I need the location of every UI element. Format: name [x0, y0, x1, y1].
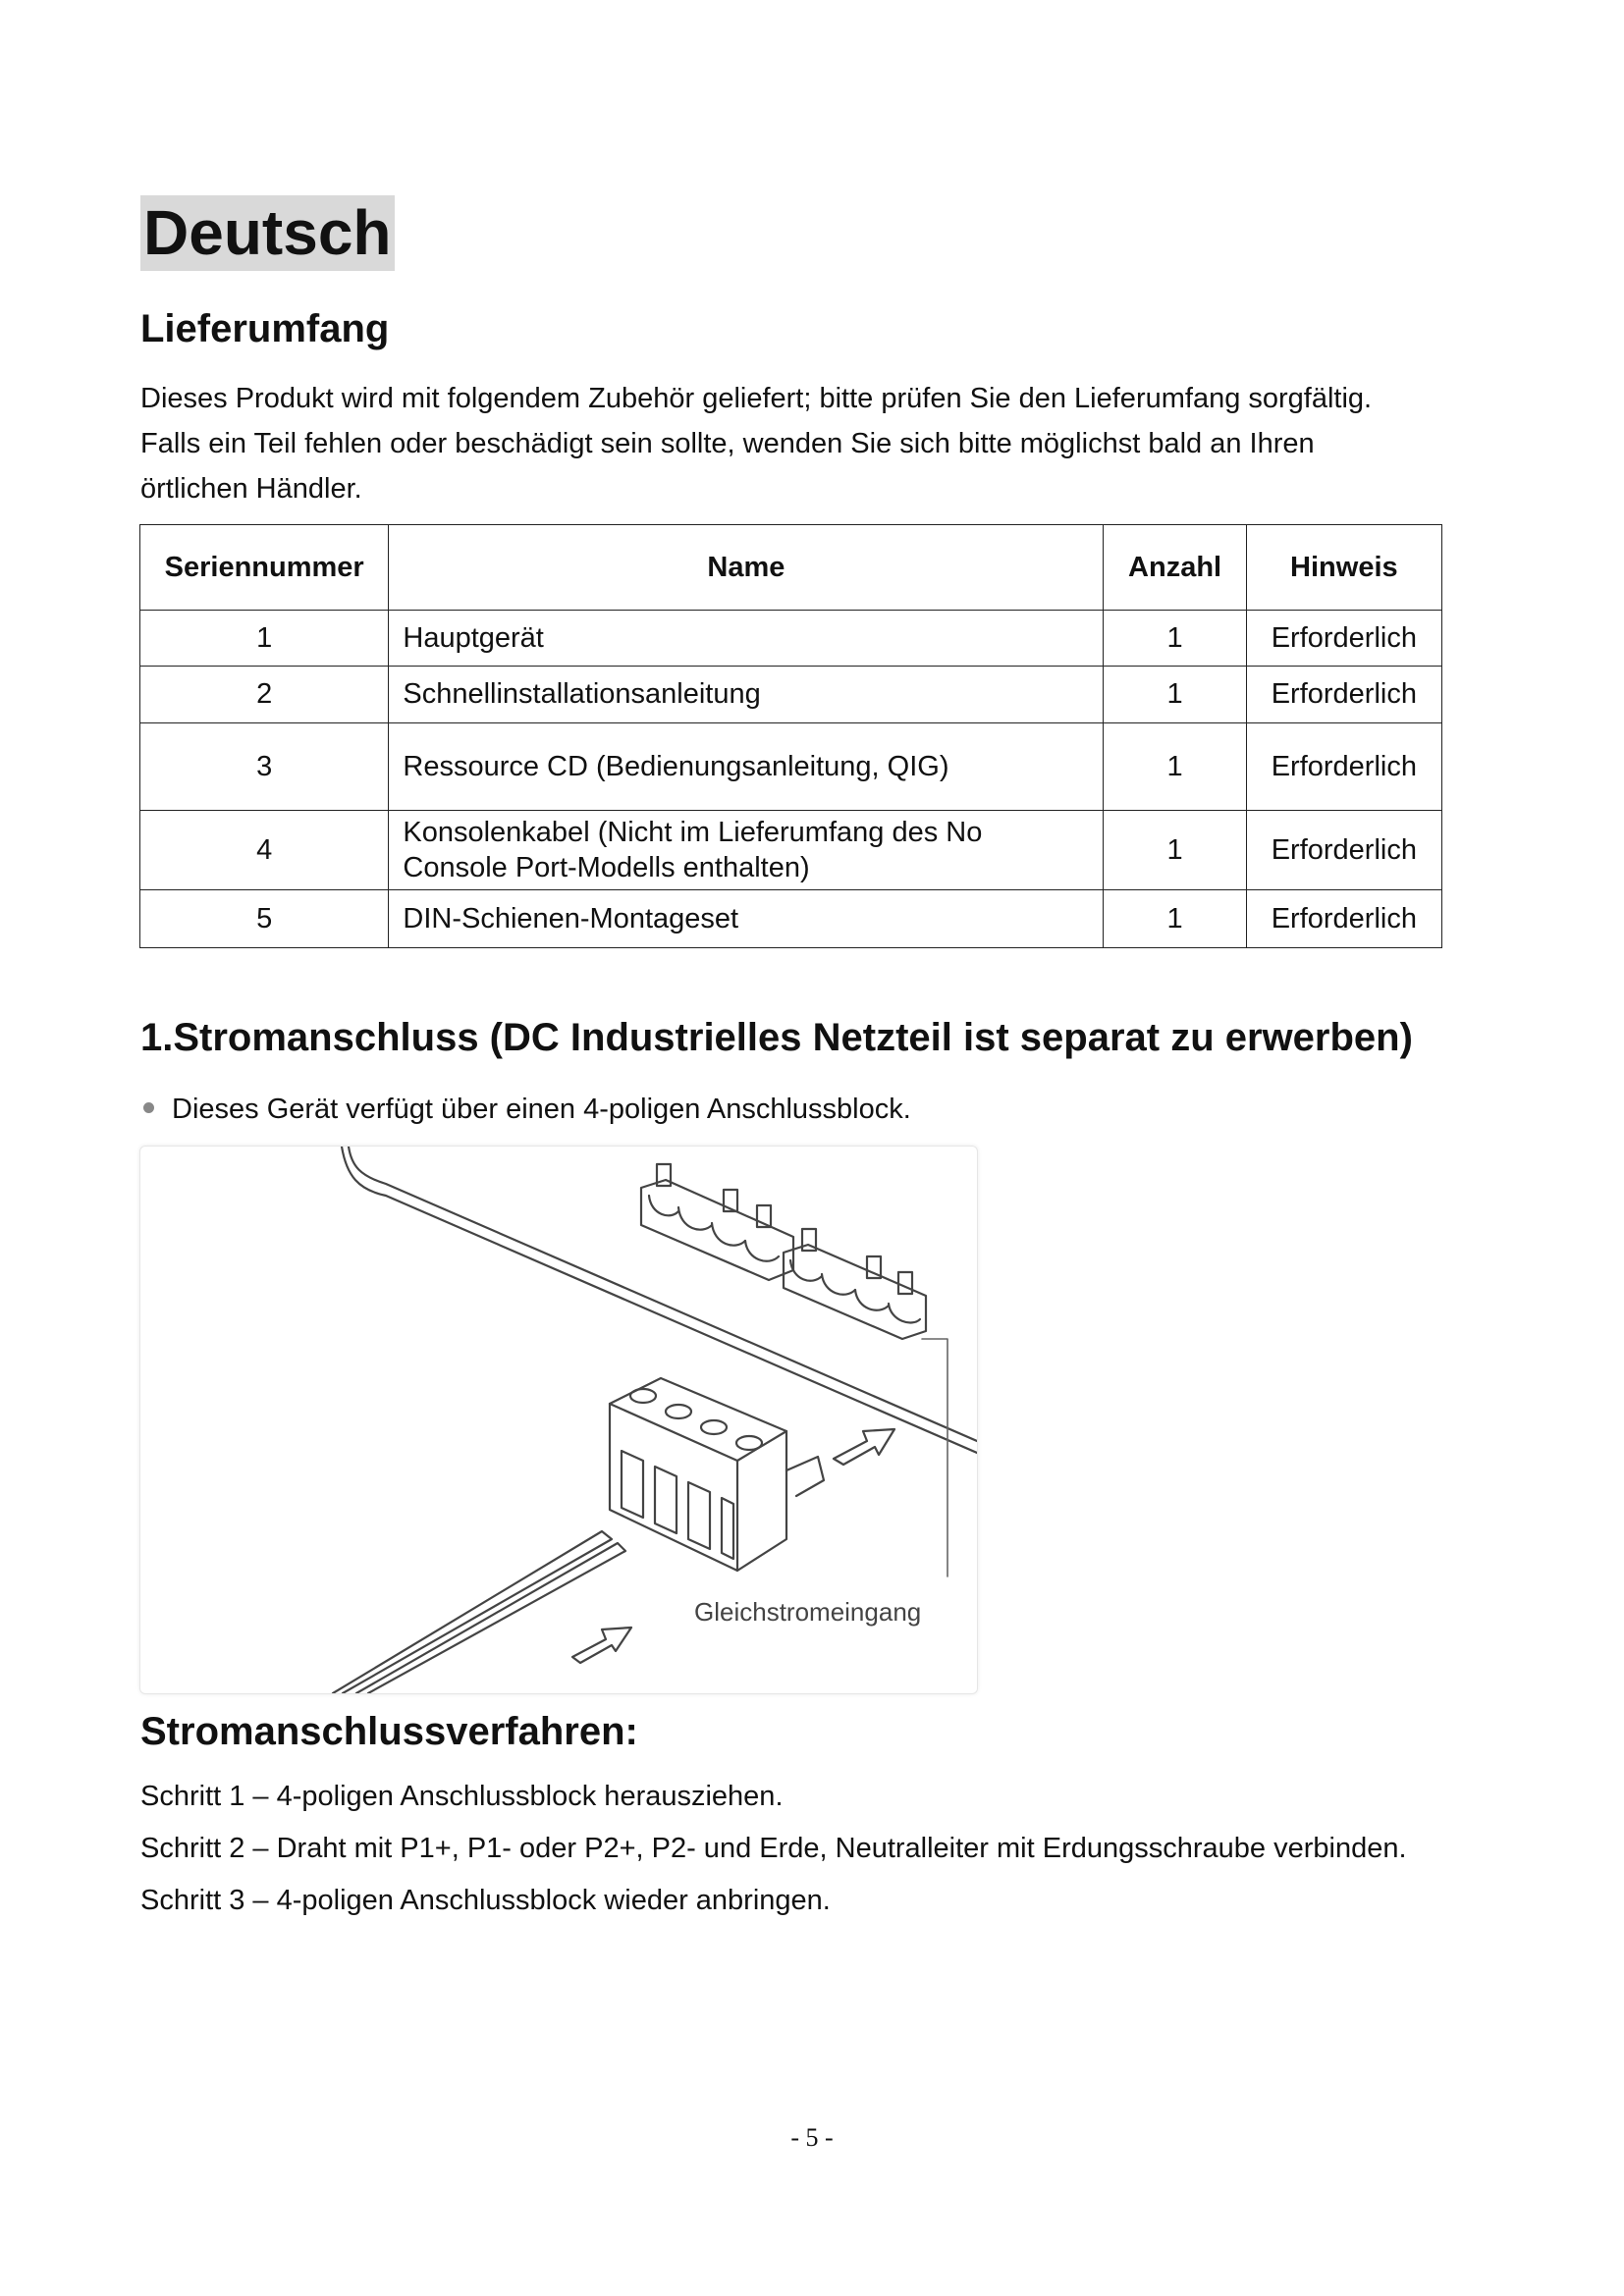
header-note: Hinweis — [1246, 525, 1441, 611]
table-row — [140, 667, 1442, 723]
cell-quantity: 1 — [1104, 723, 1246, 811]
cell-name: Hauptgerät — [389, 611, 1104, 667]
header-name: Name — [389, 525, 1104, 611]
step-item: Schritt 2 – Draht mit P1+, P1- oder P2+, P2- und Erde, Neutralleiter mit Erdungsschraube verbinden. — [140, 1833, 1407, 1864]
page-number: - 5 - — [790, 2123, 834, 2152]
cell-note: Erforderlich — [1246, 723, 1441, 811]
intro-line: Falls ein Teil fehlen oder beschädigt sein sollte, wenden Sie sich bitte möglichst bald an Ihren — [140, 428, 1315, 459]
table-header-row — [140, 525, 1442, 611]
intro-line: Dieses Produkt wird mit folgendem Zubehör geliefert; bitte prüfen Sie den Lieferumfang sorgfältig. — [140, 383, 1373, 414]
cell-quantity: 1 — [1104, 811, 1246, 890]
cell-note: Erforderlich — [1246, 890, 1441, 948]
header-quantity: Anzahl — [1104, 525, 1246, 611]
table-row — [140, 890, 1442, 948]
device-socket-right — [784, 1229, 926, 1339]
device-socket-left — [641, 1164, 793, 1280]
procedure-heading: Stromanschlussverfahren: — [140, 1710, 638, 1753]
cell-name: Ressource CD (Bedienungsanleitung, QIG) — [389, 723, 1104, 811]
cell-serial: 2 — [140, 667, 389, 723]
cell-serial: 4 — [140, 811, 389, 890]
cell-quantity: 1 — [1104, 611, 1246, 667]
procedure-steps — [140, 1779, 1407, 1935]
header-serial: Seriennummer — [140, 525, 389, 611]
terminal-block-illustration — [139, 1146, 978, 1694]
terminal-block-plug — [610, 1378, 824, 1571]
table-row — [140, 723, 1442, 811]
cell-name-line: Console Port-Modells enthalten) — [403, 852, 810, 883]
table-row — [140, 811, 1442, 890]
table-row — [140, 611, 1442, 667]
bullet-text: Dieses Gerät verfügt über einen 4-poligen Anschlussblock. — [172, 1094, 911, 1125]
intro-line: örtlichen Händler. — [140, 473, 362, 505]
cell-note: Erforderlich — [1246, 811, 1441, 890]
cell-name-line: Konsolenkabel (Nicht im Lieferumfang des No — [403, 817, 983, 848]
cell-name — [389, 811, 1104, 890]
cell-quantity: 1 — [1104, 667, 1246, 723]
dc-input-label: Gleichstromeingang — [694, 1597, 922, 1627]
bullet-item — [143, 1092, 911, 1127]
cell-note: Erforderlich — [1246, 667, 1441, 723]
power-section-heading: 1.Stromanschluss (DC Industrielles Netzteil ist separat zu erwerben) — [140, 1016, 1413, 1059]
package-contents-table — [139, 524, 1442, 948]
language-title: Deutsch — [140, 195, 395, 271]
cell-quantity: 1 — [1104, 890, 1246, 948]
cell-name: Schnellinstallationsanleitung — [389, 667, 1104, 723]
cell-serial: 3 — [140, 723, 389, 811]
step-item: Schritt 1 – 4-poligen Anschlussblock herausziehen. — [140, 1781, 784, 1812]
terminal-block-drawing — [140, 1147, 977, 1693]
scope-heading: Lieferumfang — [140, 307, 390, 350]
bullet-icon — [143, 1102, 154, 1113]
cell-serial: 5 — [140, 890, 389, 948]
step-item: Schritt 3 – 4-poligen Anschlussblock wieder anbringen. — [140, 1885, 831, 1916]
scope-intro — [140, 376, 1495, 511]
cell-serial: 1 — [140, 611, 389, 667]
cell-name: DIN-Schienen-Montageset — [389, 890, 1104, 948]
cell-note: Erforderlich — [1246, 611, 1441, 667]
